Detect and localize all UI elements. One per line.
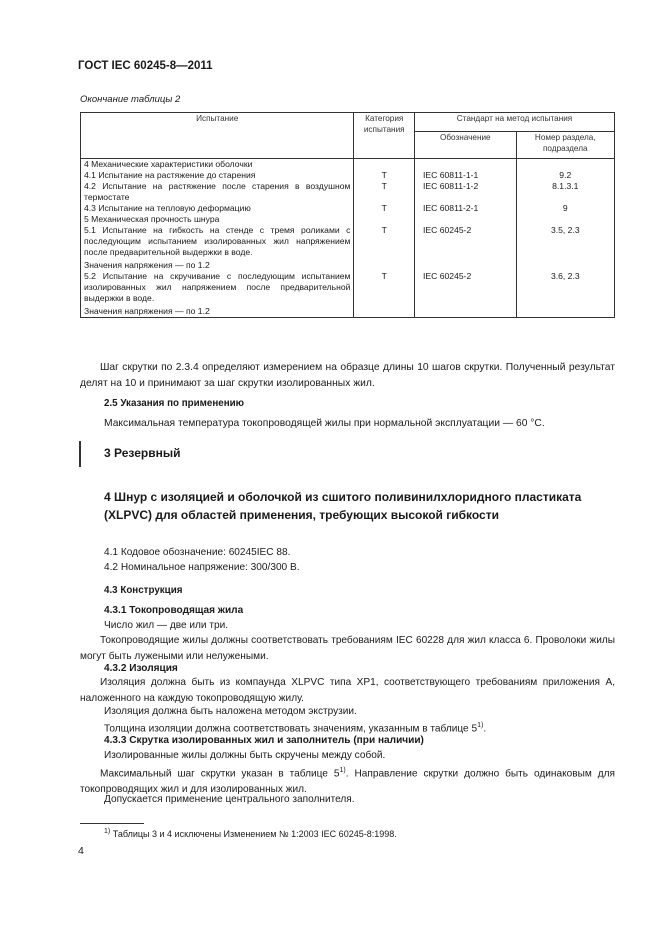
footnote: $^{1)}$ Таблицы 3 и 4 исключены Изменением № 1:2003 IEC 60245-8:1998. — [104, 828, 397, 839]
cell-category: Т — [354, 271, 415, 304]
th-test: Испытание — [81, 113, 354, 159]
page-number: 4 — [78, 845, 84, 857]
table-row — [81, 159, 615, 171]
table-row — [81, 214, 615, 225]
th-section: Номер раздела, подраздела — [516, 132, 614, 159]
heading-4-3-1: 4.3.1 Токопроводящая жила — [104, 605, 244, 616]
heading-4-3: 4.3 Конструкция — [104, 585, 183, 596]
cell-test: 5.2 Испытание на скручивание с последующим испытанием изолированных жил напряжением после предварительной выдержки в воде. — [81, 271, 354, 304]
footnote-separator — [80, 823, 144, 824]
cell-category: Т — [354, 170, 415, 181]
th-designation: Обозначение — [415, 132, 517, 159]
table-row — [81, 203, 615, 214]
cell-test: 4.2 Испытание на растяжение после старения в воздушном термостате — [81, 181, 354, 203]
table-2 — [80, 112, 615, 318]
change-bar — [79, 441, 81, 467]
th-standard: Стандарт на метод испытания — [415, 113, 615, 132]
paragraph-4-1: 4.1 Кодовое обозначение: 60245IEC 88. — [104, 547, 291, 558]
heading-4-3-3: 4.3.3 Скрутка изолированных жил и заполнитель (при наличии) — [104, 735, 424, 746]
cell-section: 9 — [516, 203, 614, 214]
cell-section: 3.5, 2.3 — [516, 225, 614, 258]
th-category: Категория испытания — [354, 113, 415, 159]
paragraph-4-3-2a: Изоляция должна быть из компаунда XLPVC типа XP1, соответствующего требованиям приложения А, наложенного на каждую токопроводящую жилу. — [80, 677, 615, 704]
table-row — [81, 258, 615, 271]
cell-section: 9.2 — [516, 170, 614, 181]
paragraph-4-3-1b: Токопроводящие жилы должны соответствовать требованиям IEC 60228 для жил класса 6. Проволоки жилы могут быть лужеными или нелужеными. — [80, 635, 615, 662]
document-header: ГОСТ IEC 60245-8—2011 — [78, 60, 213, 72]
heading-3: 3 Резервный — [104, 446, 181, 460]
footnote-ref[interactable]: 1) — [339, 767, 346, 774]
paragraph-twist-pitch: Шаг скрутки по 2.3.4 определяют измерением на образце длины 10 шагов скрутки. Полученный результат делят на 10 и принимают за шаг скрутки изолированных жил. — [80, 362, 615, 389]
table-caption: Окончание таблицы 2 — [80, 94, 181, 105]
table-row — [81, 170, 615, 181]
paragraph-4-3-2c: Толщина изоляции должна соответствовать значениям, указанным в таблице 5$^{1)}$. — [104, 722, 487, 735]
cell-designation: IEC 60245-2 — [415, 225, 517, 258]
table-row — [81, 225, 615, 258]
cell-test: Значения напряжения — по 1.2 — [81, 258, 354, 271]
table-row — [81, 304, 615, 318]
heading-2-5: 2.5 Указания по применению — [104, 398, 245, 409]
cell-designation: IEC 60811-2-1 — [415, 203, 517, 214]
paragraph-4-3-3a: Изолированные жилы должны быть скручены между собой. — [104, 750, 386, 761]
cell-test: 4.1 Испытание на растяжение до старения — [81, 170, 354, 181]
paragraph-4-2: 4.2 Номинальное напряжение: 300/300 В. — [104, 562, 300, 573]
heading-4-3-2: 4.3.2 Изоляция — [104, 663, 178, 674]
table-row — [81, 181, 615, 203]
footnote-mark: 1) — [104, 828, 111, 835]
cell-designation: IEC 60245-2 — [415, 271, 517, 304]
paragraph-4-3-2b: Изоляция должна быть наложена методом экструзии. — [104, 706, 357, 717]
cell-section: 8.1.3.1 — [516, 181, 614, 203]
heading-4: 4 Шнур с изоляцией и оболочкой из сшитого поливинилхлоридного пластиката (XLPVC) для областей применения, требующих высокой гибкости — [104, 490, 582, 522]
paragraph-4-3-1a: Число жил — две или три. — [104, 620, 229, 631]
cell-test: 5.1 Испытание на гибкость на стенде с тремя роликами с последующим испытанием изолированных жил напряжением после предварительной выдержки в воде. — [81, 225, 354, 258]
paragraph-2-5: Максимальная температура токопроводящей жилы при нормальной эксплуатации — 60 °С. — [104, 418, 545, 429]
cell-category: Т — [354, 203, 415, 214]
cell-test: Значения напряжения — по 1.2 — [81, 304, 354, 318]
cell-section: 3.6, 2.3 — [516, 271, 614, 304]
cell-category: Т — [354, 181, 415, 203]
cell-designation: IEC 60811-1-1 — [415, 170, 517, 181]
cell-category: Т — [354, 225, 415, 258]
table-row — [81, 271, 615, 304]
footnote-ref[interactable]: 1) — [477, 722, 484, 729]
cell-test: 4 Механические характеристики оболочки — [81, 159, 354, 171]
paragraph-4-3-3b: Максимальный шаг скрутки указан в таблице 5$^{1)}$. Направление скрутки должно быть одинаковым для токопроводящих жил и для изолированных жил. — [80, 767, 615, 796]
cell-test: 5 Механическая прочность шнура — [81, 214, 354, 225]
paragraph-4-3-3c: Допускается применение центрального заполнителя. — [104, 794, 355, 805]
cell-designation: IEC 60811-1-2 — [415, 181, 517, 203]
cell-test: 4.3 Испытание на тепловую деформацию — [81, 203, 354, 214]
